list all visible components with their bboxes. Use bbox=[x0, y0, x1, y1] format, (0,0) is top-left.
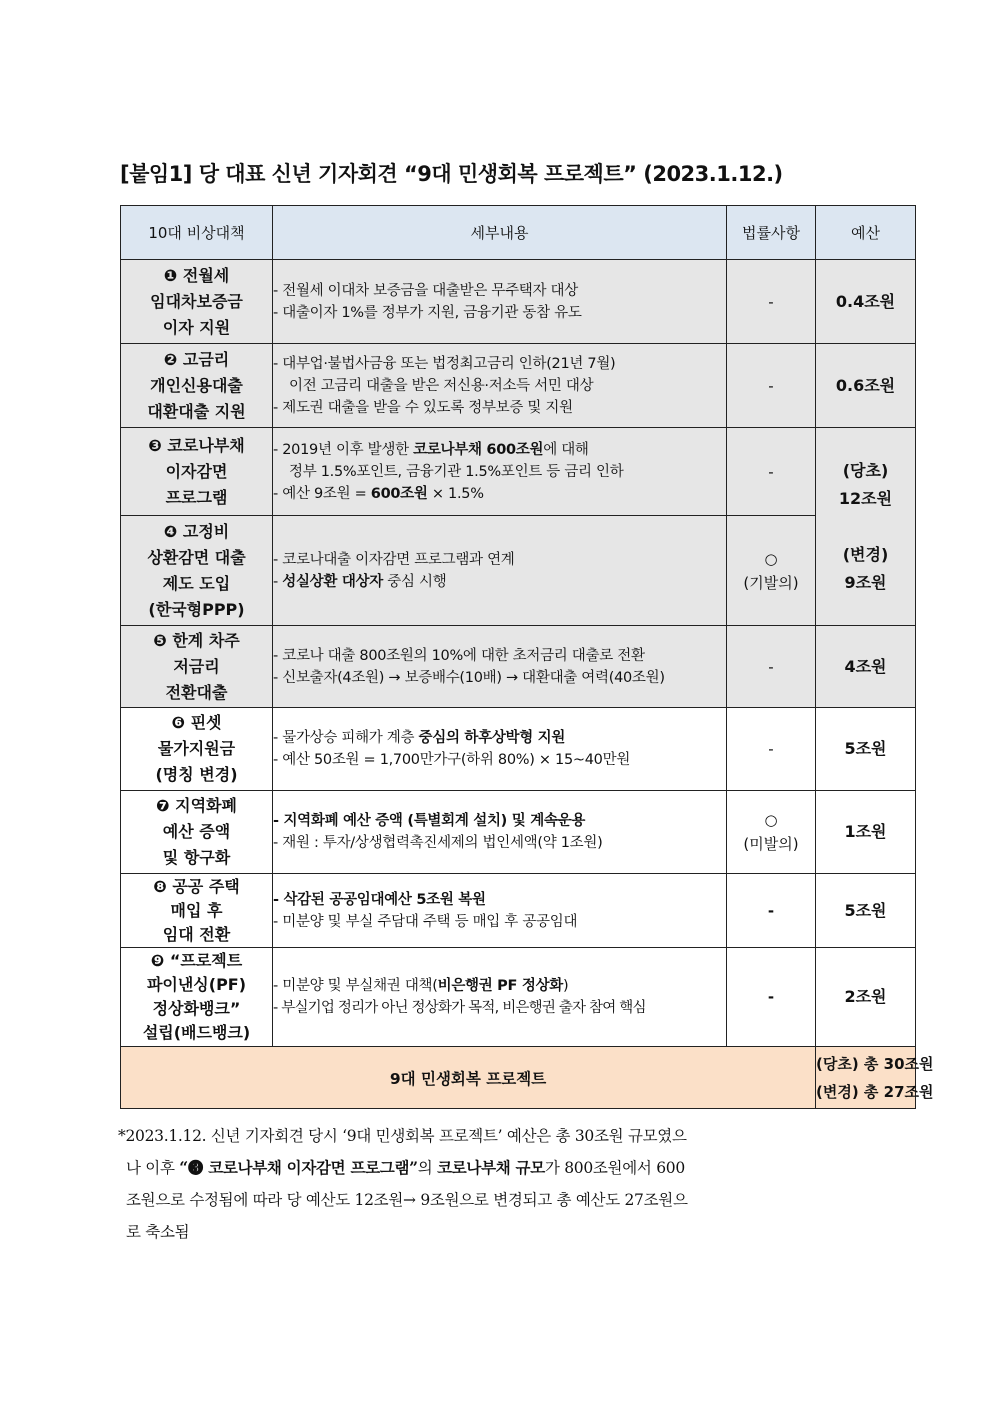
measure-name: ❾ “프로젝트 파이낸싱(PF) 정상화뱅크” 설립(배드뱅크) bbox=[121, 948, 273, 1047]
measure-details: - 물가상승 피해가 계층 중심의 하후상박형 지원 - 예산 50조원 = 1,700만가구(하위 80%) × 15~40만원 bbox=[273, 708, 727, 791]
table-row bbox=[121, 344, 916, 428]
header-budget: 예산 bbox=[816, 206, 916, 260]
budget-value-merged: (당초) 12조원 (변경) 9조원 bbox=[816, 428, 916, 626]
table-row bbox=[121, 516, 916, 626]
measure-name: ❶ 전월세 임대차보증금 이자 지원 bbox=[121, 260, 273, 344]
measure-details: - 삭감된 공공임대예산 5조원 복원 - 미분양 및 부실 주담대 주택 등 매입 후 공공임대 bbox=[273, 874, 727, 948]
table-row bbox=[121, 791, 916, 874]
table-row bbox=[121, 708, 916, 791]
law-status: - bbox=[727, 260, 816, 344]
law-status: - bbox=[727, 874, 816, 948]
measure-details: - 코로나대출 이자감면 프로그램과 연계 - 성실상환 대상자 중심 시행 bbox=[273, 516, 727, 626]
projects-table bbox=[120, 205, 934, 1109]
measure-name: ❽ 공공 주택 매입 후 임대 전환 bbox=[121, 874, 273, 948]
measure-details: - 코로나 대출 800조원의 10%에 대한 초저금리 대출로 전환 - 신보출자(4조원) → 보증배수(10배) → 대환대출 여력(40조원) bbox=[273, 626, 727, 708]
budget-value: 0.6조원 bbox=[816, 344, 916, 428]
measure-details: - 전월세 이대차 보증금을 대출받은 무주택자 대상 - 대출이자 1%를 정부가 지원, 금융기관 동참 유도 bbox=[273, 260, 727, 344]
measure-details: - 대부업·불법사금융 또는 법정최고금리 인하(21년 7월) 이전 고금리 대출을 받은 저신용·저소득 서민 대상 - 제도권 대출을 받을 수 있도록 정부보증 및 지원 bbox=[273, 344, 727, 428]
table-row bbox=[121, 428, 916, 516]
header-law: 법률사항 bbox=[727, 206, 816, 260]
law-status: - bbox=[727, 428, 816, 516]
budget-value: 0.4조원 bbox=[816, 260, 916, 344]
budget-value: 5조원 bbox=[816, 708, 916, 791]
total-label: 9대 민생회복 프로젝트 bbox=[121, 1047, 816, 1109]
document-title: [붙임1] 당 대표 신년 기자회견 “9대 민생회복 프로젝트” (2023.1.12.) bbox=[120, 162, 783, 186]
budget-value: 4조원 bbox=[816, 626, 916, 708]
law-status: - bbox=[727, 626, 816, 708]
measure-details: - 2019년 이후 발생한 코로나부채 600조원에 대해 정부 1.5%포인트, 금융기관 1.5%포인트 등 금리 인하 - 예산 9조원 = 600조원 × 1.5% bbox=[273, 428, 727, 516]
measure-details: - 미분양 및 부실채권 대책(비은행권 PF 정상화) - 부실기업 정리가 아닌 정상화가 목적, 비은행권 출자 참여 핵심 bbox=[273, 948, 727, 1047]
budget-value: 2조원 bbox=[816, 948, 916, 1047]
measure-name: ❻ 핀셋 물가지원금 (명칭 변경) bbox=[121, 708, 273, 791]
total-row bbox=[121, 1047, 916, 1109]
law-status: - bbox=[727, 708, 816, 791]
measure-name: ❺ 한계 차주 저금리 전환대출 bbox=[121, 626, 273, 708]
budget-value: 1조원 bbox=[816, 791, 916, 874]
measure-details: - 지역화폐 예산 증액 (특별회계 설치) 및 계속운용 - 재원 : 투자/상생협력촉진세제의 법인세액(약 1조원) bbox=[273, 791, 727, 874]
total-budget: (당초) 총 30조원 (변경) 총 27조원 bbox=[816, 1047, 916, 1109]
table-header-row bbox=[121, 206, 916, 260]
law-status: ○ (미발의) bbox=[727, 791, 816, 874]
table-row bbox=[121, 626, 916, 708]
header-measure: 10대 비상대책 bbox=[121, 206, 273, 260]
law-status: - bbox=[727, 344, 816, 428]
table-row bbox=[121, 260, 916, 344]
measure-name: ❷ 고금리 개인신용대출 대환대출 지원 bbox=[121, 344, 273, 428]
measure-name: ❼ 지역화폐 예산 증액 및 항구화 bbox=[121, 791, 273, 874]
table-row bbox=[121, 948, 916, 1047]
measure-name: ❸ 코로나부채 이자감면 프로그램 bbox=[121, 428, 273, 516]
table-row bbox=[121, 874, 916, 948]
footnote: *2023.1.12. 신년 기자회견 당시 ‘9대 민생회복 프로젝트’ 예산은 총 30조원 규모였으 나 이후 “❸ 코로나부채 이자감면 프로그램”의 코로나부채 규모가 800조원에서 600 조원으로 수정됨에 따라 당 예산도 12조원→ 9조원으로 변경되고 총 예산도 27조원으 로 축소됨 bbox=[118, 1127, 688, 1241]
budget-value: 5조원 bbox=[816, 874, 916, 948]
measure-name: ❹ 고정비 상환감면 대출 제도 도입 (한국형PPP) bbox=[121, 516, 273, 626]
law-status: ○ (기발의) bbox=[727, 516, 816, 626]
law-status: - bbox=[727, 948, 816, 1047]
header-details: 세부내용 bbox=[273, 206, 727, 260]
